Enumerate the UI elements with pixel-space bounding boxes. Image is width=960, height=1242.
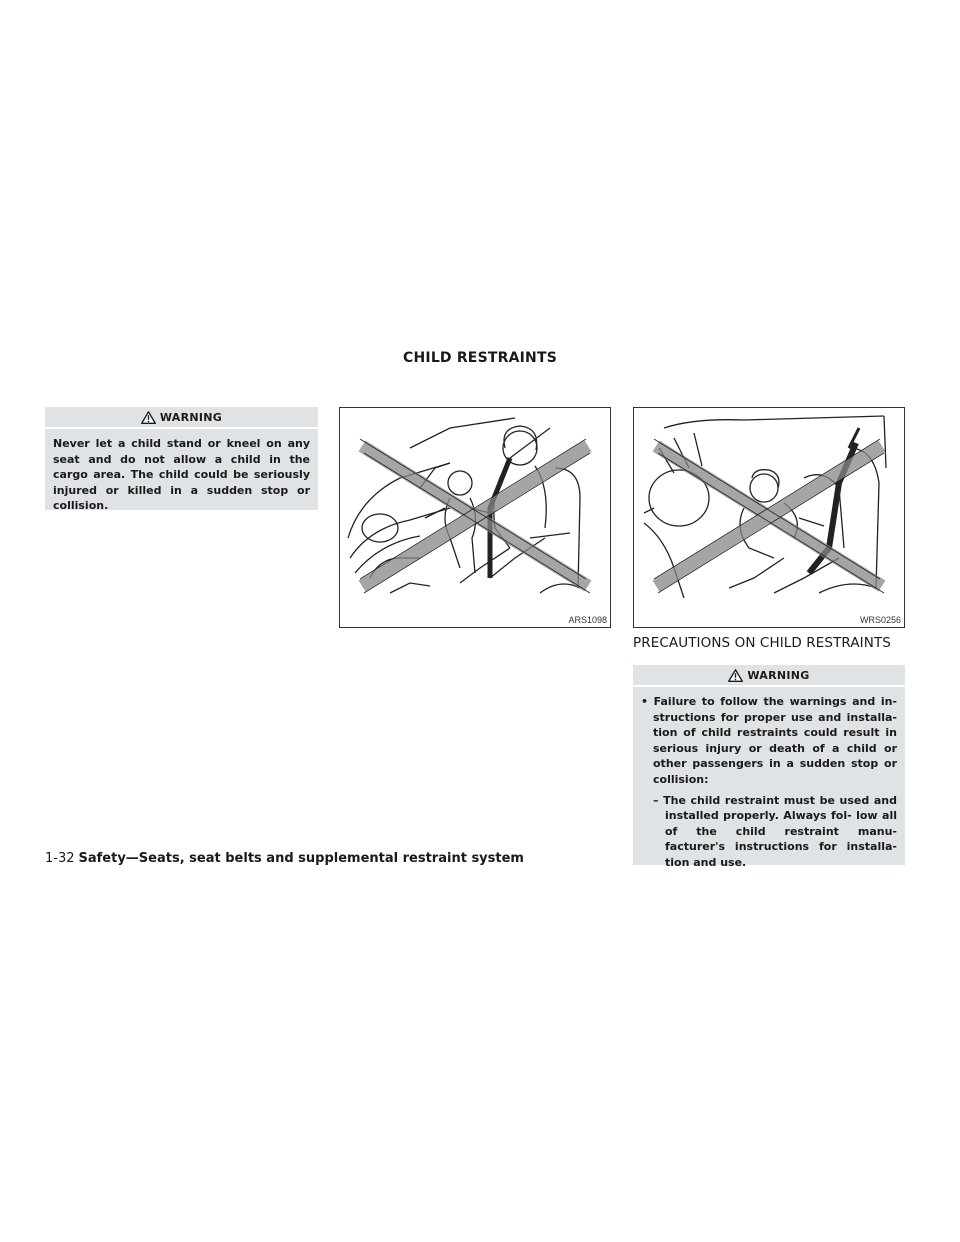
warning-heading-label: WARNING bbox=[159, 410, 223, 424]
subsection-title: PRECAUTIONS ON CHILD RESTRAINTS bbox=[633, 635, 891, 651]
page-footer bbox=[45, 851, 524, 866]
warning-triangle-icon bbox=[728, 669, 743, 682]
chapter-title: Safety—Seats, seat belts and supplemental restraint system bbox=[78, 851, 524, 866]
warning-divider bbox=[45, 427, 318, 429]
warning-triangle-icon bbox=[141, 411, 156, 424]
warning-text: Never let a child stand or kneel on any seat and do not allow a child in the cargo area. The child could be seriously injured or killed in a sudden stop or collision. bbox=[53, 437, 310, 513]
page-number: 1-32 bbox=[45, 851, 75, 866]
warning-heading bbox=[641, 665, 897, 685]
warning-sub-bullet: – The child restraint must be used and installed properly. Always fol- low all of the child restraint manu- facturer's instructions for installa- tion and use. bbox=[653, 793, 897, 869]
warning-heading bbox=[53, 407, 310, 427]
child-on-lap-illustration bbox=[634, 408, 904, 613]
warning-divider bbox=[633, 685, 905, 687]
child-standing-illustration bbox=[340, 408, 610, 613]
warning-box-2 bbox=[633, 665, 905, 869]
figure-child-on-lap bbox=[633, 407, 905, 628]
figure-child-standing bbox=[339, 407, 611, 628]
figure-code: ARS1098 bbox=[568, 615, 607, 625]
warning-bullet: • Failure to follow the warnings and in- structions for proper use and installa- tion of child restraints could result in serious injury or death of a child or other passengers in a sudden stop or collision: bbox=[641, 695, 897, 786]
section-title: CHILD RESTRAINTS bbox=[403, 350, 557, 366]
warning-box-1 bbox=[45, 407, 318, 513]
warning-heading-label: WARNING bbox=[747, 668, 810, 682]
figure-code: WRS0256 bbox=[859, 615, 901, 625]
